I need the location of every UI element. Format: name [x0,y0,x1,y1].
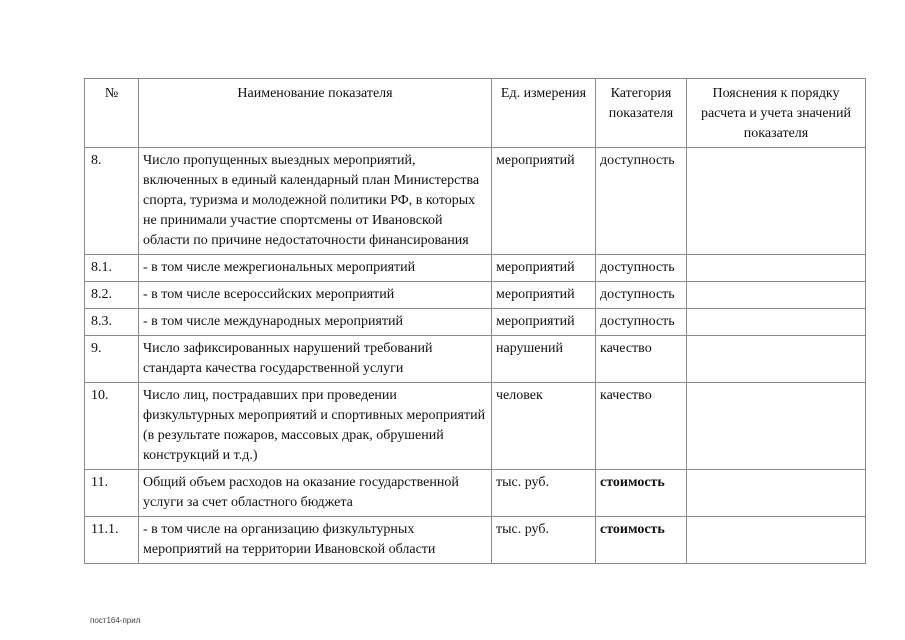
row-name: - в том числе всероссийских мероприятий [139,282,492,309]
row-notes [687,148,866,255]
row-unit: тыс. руб. [492,517,596,564]
row-unit: мероприятий [492,255,596,282]
row-notes [687,336,866,383]
row-category: доступность [596,282,687,309]
row-num: 8.3. [85,309,139,336]
footer-filename: пост164-прил [90,616,141,625]
row-category: доступность [596,255,687,282]
row-unit: нарушений [492,336,596,383]
row-num: 8.2. [85,282,139,309]
row-category: доступность [596,148,687,255]
indicators-table [84,78,866,564]
table-row [85,148,866,255]
row-num: 9. [85,336,139,383]
header-unit: Ед. измерения [492,79,596,148]
table-row [85,282,866,309]
row-notes [687,517,866,564]
row-name: Число лиц, пострадавших при проведении физкультурных мероприятий и спортивных мероприятий (в результате пожаров, массовых драк, обрушений конструкций и т.д.) [139,383,492,470]
row-name: Общий объем расходов на оказание государственной услуги за счет областного бюджета [139,470,492,517]
row-unit: мероприятий [492,148,596,255]
row-category: стоимость [596,517,687,564]
header-num: № [85,79,139,148]
row-unit: человек [492,383,596,470]
row-category: стоимость [596,470,687,517]
row-name: Число пропущенных выездных мероприятий, включенных в единый календарный план Министерства спорта, туризма и молодежной политики РФ, в которых не принимали участие спортсмены от Ивановской области по причине недостаточности финансирования [139,148,492,255]
row-notes [687,383,866,470]
row-notes [687,255,866,282]
row-category: качество [596,336,687,383]
row-num: 11. [85,470,139,517]
table-row [85,255,866,282]
table-row [85,336,866,383]
row-name: Число зафиксированных нарушений требований стандарта качества государственной услуги [139,336,492,383]
row-unit: мероприятий [492,309,596,336]
table-header-row [85,79,866,148]
table-row [85,517,866,564]
row-unit: тыс. руб. [492,470,596,517]
row-num: 8.1. [85,255,139,282]
table-row [85,470,866,517]
row-unit: мероприятий [492,282,596,309]
row-notes [687,309,866,336]
row-num: 8. [85,148,139,255]
table-row [85,309,866,336]
row-name: - в том числе международных мероприятий [139,309,492,336]
row-name: - в том числе на организацию физкультурных мероприятий на территории Ивановской области [139,517,492,564]
row-name: - в том числе межрегиональных мероприятий [139,255,492,282]
row-notes [687,470,866,517]
row-category: качество [596,383,687,470]
table-row [85,383,866,470]
row-num: 11.1. [85,517,139,564]
header-name: Наименование показателя [139,79,492,148]
row-category: доступность [596,309,687,336]
header-category: Категория показателя [596,79,687,148]
header-notes: Пояснения к порядку расчета и учета значений показателя [687,79,866,148]
row-notes [687,282,866,309]
row-num: 10. [85,383,139,470]
